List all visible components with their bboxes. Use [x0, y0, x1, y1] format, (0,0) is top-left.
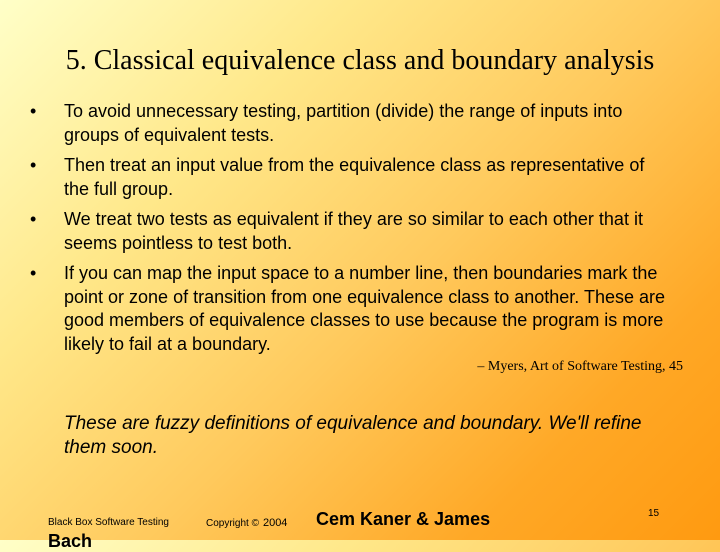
bullet-icon: •	[30, 263, 37, 283]
bullet-text: If you can map the input space to a number line, then boundaries mark the point or zone of transition from one equivalence class to another. These are good members of equivalence classes to use because the program is more likely to fail at a boundary.	[64, 263, 666, 354]
bullet-text: Then treat an input value from the equivalence class as representative of the full group.	[64, 155, 645, 199]
copyright-label: Copyright ©	[206, 518, 259, 529]
bullet-icon: •	[30, 101, 37, 121]
copyright-year: 2004	[262, 517, 288, 529]
page-number: 15	[648, 508, 660, 519]
bullet-text: We treat two tests as equivalent if they are so similar to each other that it seems pointless to test both.	[64, 209, 643, 253]
bullet-icon: •	[30, 155, 37, 175]
bullet-text: To avoid unnecessary testing, partition (divide) the range of inputs into groups of equivalent tests.	[64, 101, 623, 145]
footer-course: Black Box Software Testing	[48, 517, 169, 528]
bullet-list	[30, 100, 670, 363]
bullet-item	[30, 262, 670, 356]
citation: – Myers, Art of Software Testing, 45	[477, 359, 683, 374]
bullet-item	[30, 208, 670, 255]
bullet-item	[30, 100, 670, 147]
footer-authors-wrap: Bach	[48, 531, 93, 551]
footer-copyright	[206, 517, 287, 530]
bullet-icon: •	[30, 209, 37, 229]
slide-title: 5. Classical equivalence class and boundary analysis	[65, 45, 655, 76]
footer-authors: Cem Kaner & James	[316, 509, 491, 529]
bullet-item	[30, 154, 670, 201]
note-text: These are fuzzy definitions of equivalence and boundary. We'll refine them soon.	[64, 413, 642, 458]
